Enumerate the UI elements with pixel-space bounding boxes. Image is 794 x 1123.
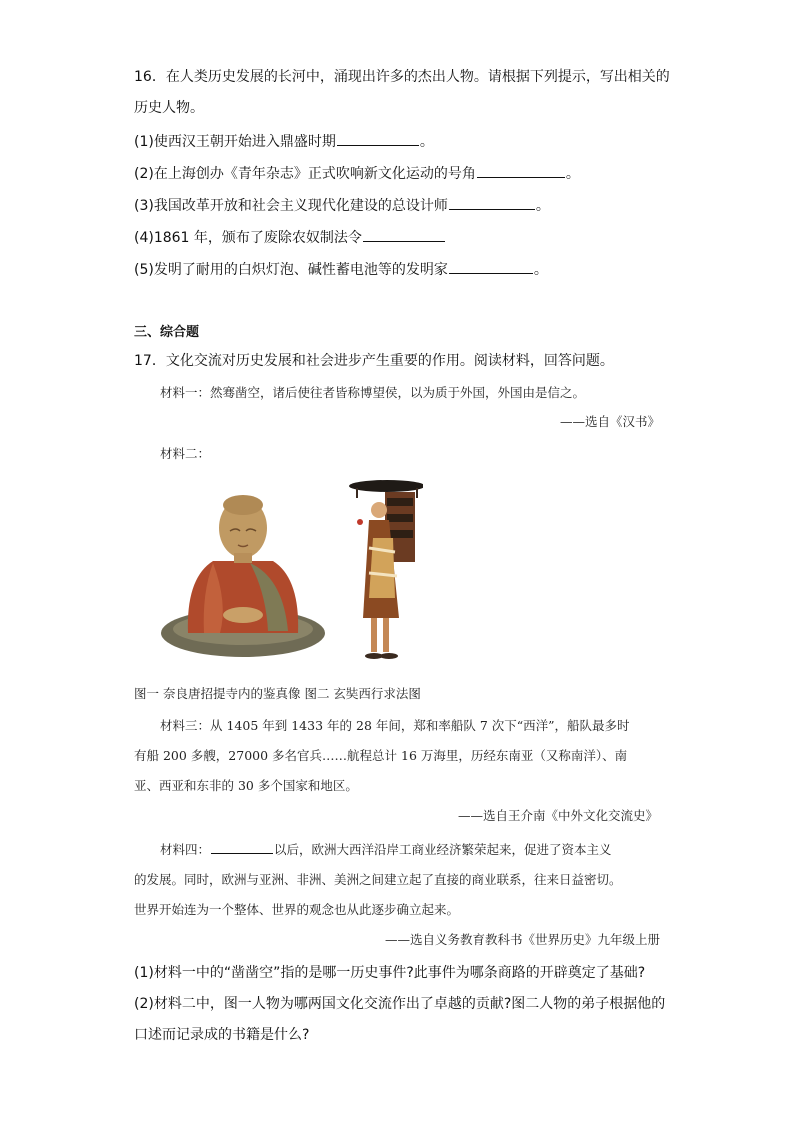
q17-subquestion-2-line1: (2)材料二中，图一人物为哪两国文化交流作出了卓越的贡献?图二人物的弟子根据他的 [134, 996, 666, 1012]
jianzhen-statue-image [158, 483, 328, 661]
q16-item-2-text: (2)在上海创办《青年杂志》正式吹响新文化运动的号角 [134, 166, 476, 182]
material-3-source: ——选自王介南《中外文化交流史》 [457, 808, 658, 823]
q16-item-5: (5)发明了耐用的白炽灯泡、碱性蓄电池等的发明家 。 [134, 262, 548, 278]
q17-subquestion-2-line2: 口述而记录成的书籍是什么? [134, 1027, 310, 1043]
material-1-source: ——选自《汉书》 [560, 414, 661, 429]
q16-item-1-text: (1)使西汉王朝开始进入鼎盛时期 [134, 134, 336, 150]
answer-blank[interactable] [363, 228, 445, 242]
q16-item-4-text: (4)1861 年，颁布了废除农奴制法令 [134, 230, 362, 246]
material-2-label: 材料二： [160, 446, 211, 461]
answer-blank[interactable] [477, 164, 565, 178]
figure-caption: 图一 奈良唐招提寺内的鉴真像 图二 玄奘西行求法图 [134, 686, 421, 701]
section-title: 三、综合题 [134, 325, 200, 340]
q16-stem-line1: 16．在人类历史发展的长河中，涌现出许多的杰出人物。请根据下列提示，写出相关的 [134, 69, 670, 85]
q17-subquestion-1: (1)材料一中的“凿凿空”指的是哪一历史事件?此事件为哪条商路的开辟奠定了基础? [134, 965, 646, 981]
material-3-line1: 材料三：从 1405 年到 1433 年的 28 年间，郑和率船队 7 次下“西洋”，船队最多时 [160, 718, 630, 733]
q16-item-1: (1)使西汉王朝开始进入鼎盛时期 。 [134, 134, 434, 150]
q16-item-4 [134, 227, 446, 247]
answer-blank[interactable] [449, 196, 535, 210]
q16-stem-line2: 历史人物。 [134, 100, 204, 116]
material-3-line2: 有船 200 多艘，27000 多名官兵……航程总计 16 万海里，历经东南亚（又称南洋）、南 [134, 748, 628, 763]
answer-blank[interactable] [211, 840, 273, 854]
answer-blank[interactable] [449, 260, 533, 274]
q16-item-5-text: (5)发明了耐用的白炽灯泡、碱性蓄电池等的发明家 [134, 262, 448, 278]
q16-item-3-text: (3)我国改革开放和社会主义现代化建设的总设计师 [134, 198, 448, 214]
xuanzang-image [345, 478, 423, 664]
q16-item-2: (2)在上海创办《青年杂志》正式吹响新文化运动的号角 。 [134, 166, 580, 182]
q17-stem: 17．文化交流对历史发展和社会进步产生重要的作用。阅读材料，回答问题。 [134, 353, 614, 369]
material-4-line3: 世界开始连为一个整体、世界的观念也从此逐步确立起来。 [134, 902, 460, 917]
material-4-line1: 材料四： 以后，欧洲大西洋沿岸工商业经济繁荣起来，促进了资本主义 [160, 842, 612, 857]
material-4-line2: 的发展。同时，欧洲与亚洲、非洲、美洲之间建立起了直接的商业联系，往来日益密切。 [134, 872, 622, 887]
answer-blank[interactable] [337, 132, 419, 146]
material-4-source: ——选自义务教育教科书《世界历史》九年级上册 [384, 932, 660, 947]
material-1: 材料一：然骞凿空，诸后使往者皆称博望侯，以为质于外国，外国由是信之。 [160, 385, 586, 400]
q16-item-3: (3)我国改革开放和社会主义现代化建设的总设计师 。 [134, 198, 550, 214]
material-3-line3: 亚、西亚和东非的 30 多个国家和地区。 [134, 778, 358, 793]
